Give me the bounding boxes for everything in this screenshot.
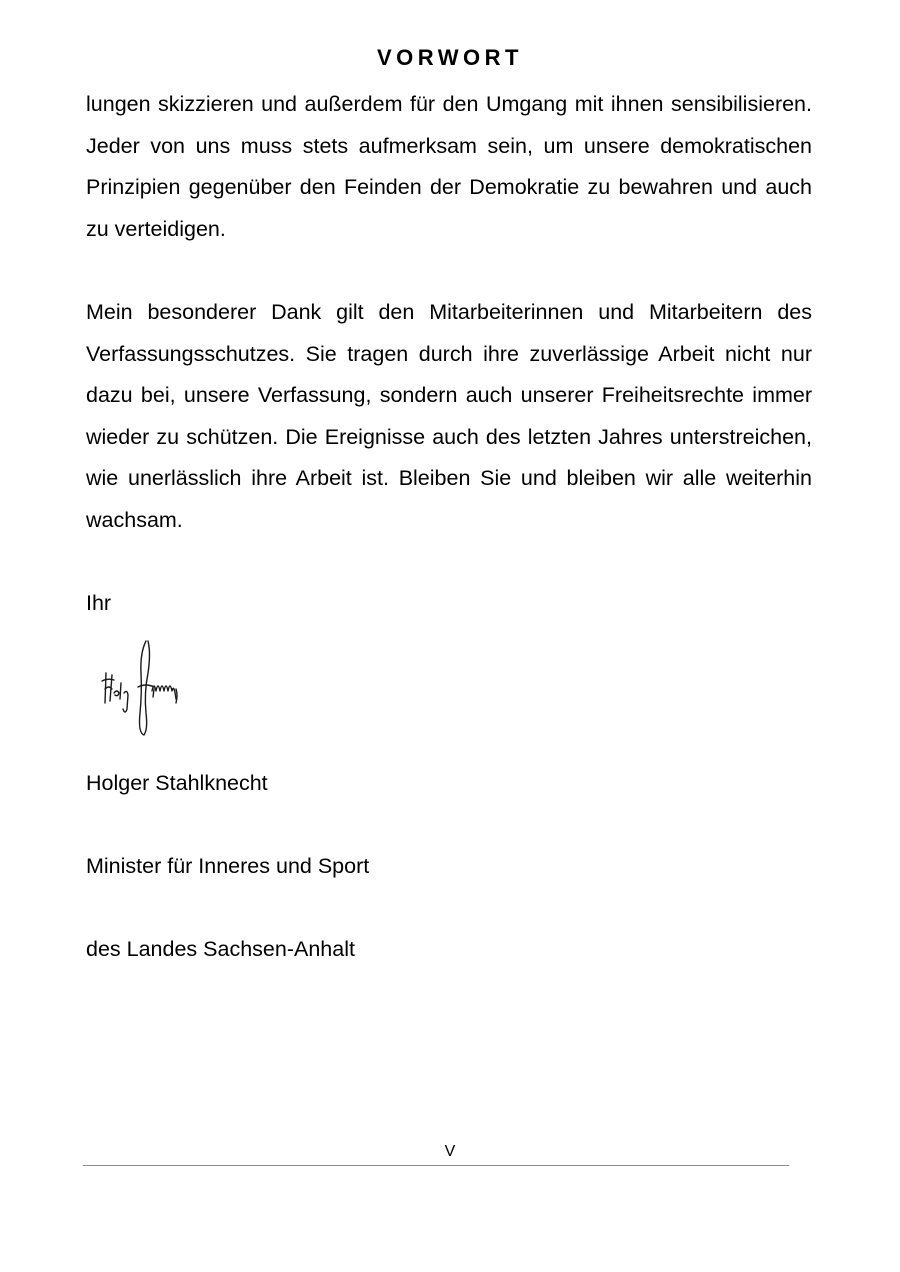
paragraph-intro-continued: lungen skizzieren und außerdem für den Umgang mit ihnen sensibilisieren. Jeder von uns muss stets aufmerksam sein, um unsere demokratischen Prinzipien gegenüber den Feinden der Demokratie zu bewahren und auch zu verteidigen. <box>86 92 812 241</box>
handwritten-signature-icon <box>96 633 206 743</box>
page-title: VORWORT <box>377 45 523 70</box>
paragraph-thanks: Mein besonderer Dank gilt den Mitarbeiterinnen und Mitarbeitern des Verfassungsschutzes. Sie tragen durch ihre zuverlässige Arbeit nicht nur dazu bei, unsere Verfassung, sondern auch unserer Freiheitsrechte immer wieder zu schützen. Die Ereignisse auch des letzten Jahres unterstreichen, wie unerlässlich ihre Arbeit ist. Bleiben Sie und bleiben wir alle weiterhin wachsam. <box>86 299 812 532</box>
closing-salutation: Ihr <box>86 591 112 616</box>
page-number: V <box>444 1143 456 1160</box>
line-spacer <box>86 888 812 930</box>
signatory-role: Minister für Inneres und Sport <box>86 853 370 878</box>
paragraph-spacer <box>86 542 812 584</box>
signatory-state: des Landes Sachsen-Anhalt <box>86 937 355 962</box>
footer-divider <box>83 1165 789 1166</box>
line-spacer <box>86 804 812 846</box>
signatory-name: Holger Stahlknecht <box>86 770 268 795</box>
paragraph-spacer <box>86 250 812 292</box>
document-body <box>86 84 812 971</box>
signature-block <box>86 633 812 763</box>
